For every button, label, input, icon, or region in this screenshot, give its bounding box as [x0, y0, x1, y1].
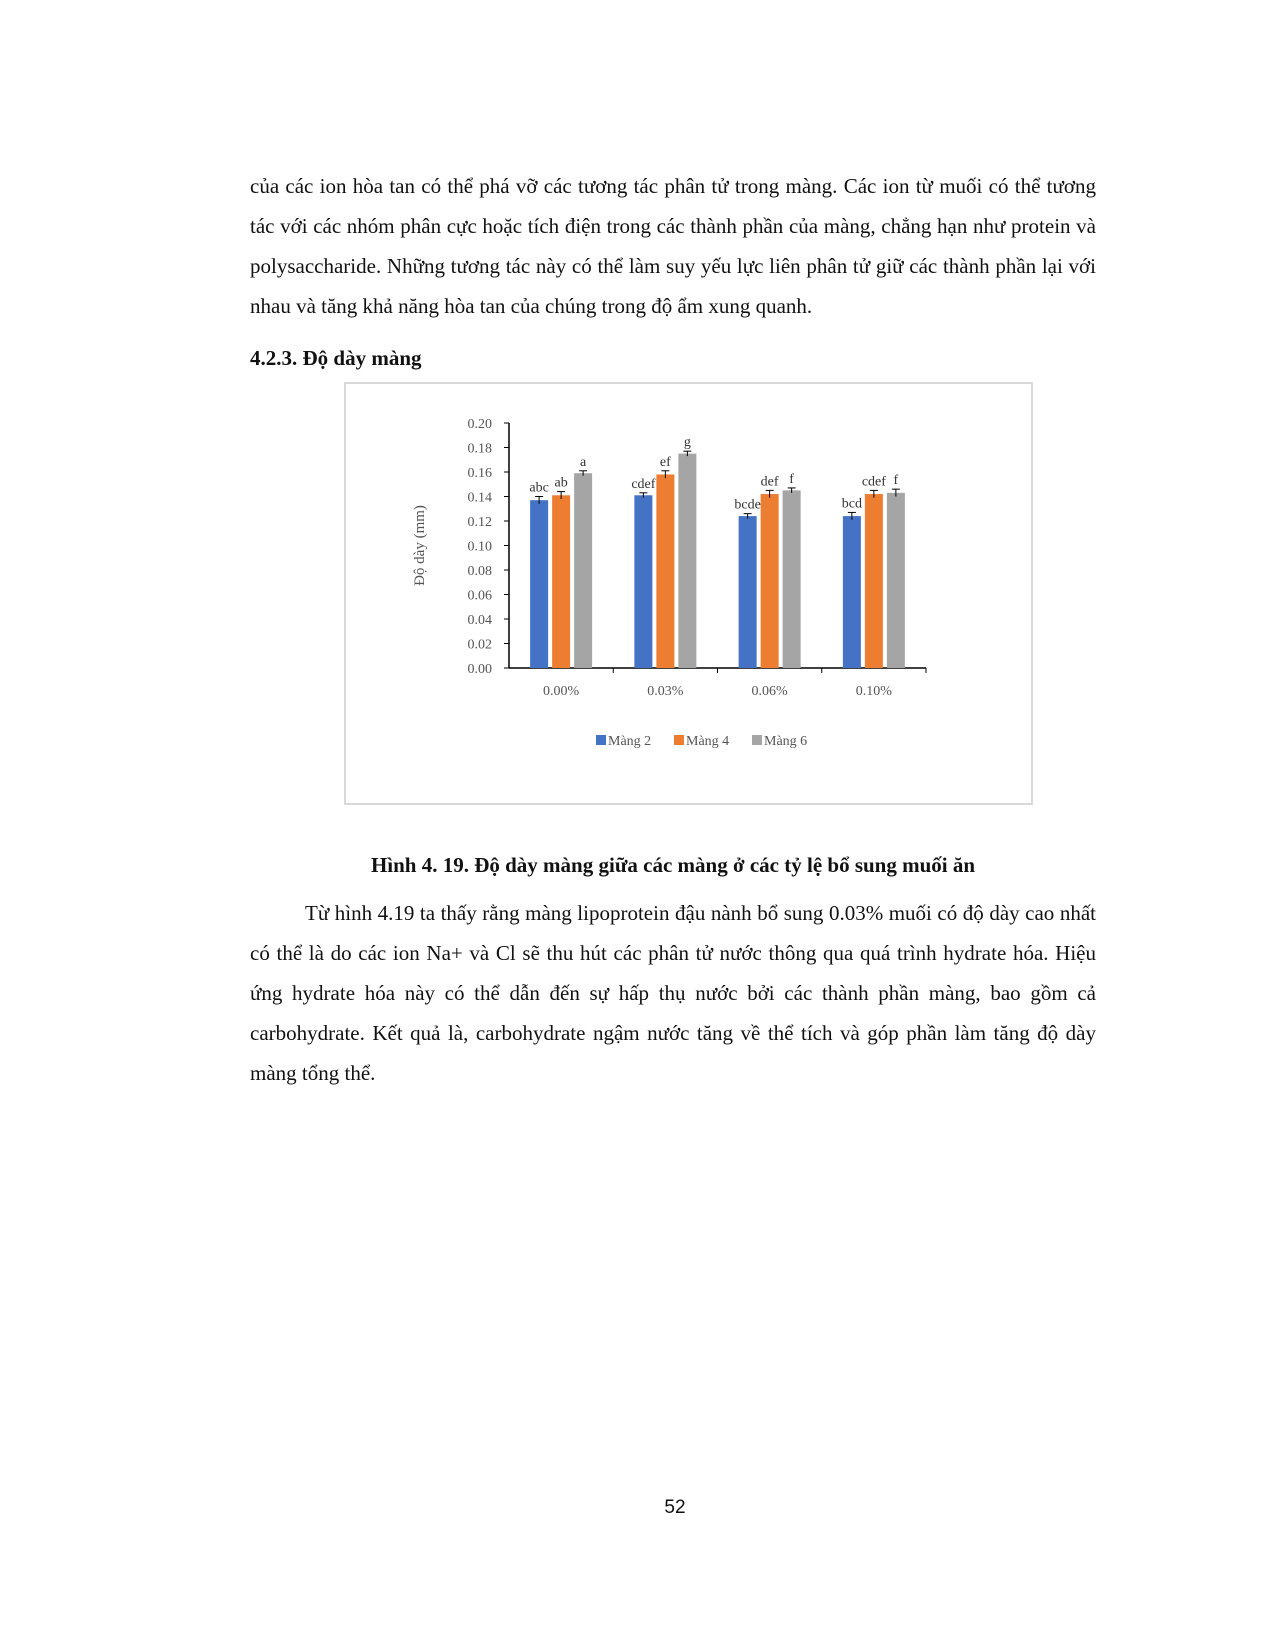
bar	[865, 494, 883, 668]
chart-frame	[344, 382, 1033, 805]
paragraph-2: Từ hình 4.19 ta thấy rằng màng lipoprotein đậu nành bổ sung 0.03% muối có độ dày cao nhất có thể là do các ion Na+ và Cl sẽ thu hút các phân tử nước thông qua quá trình hydrate hóa. Hiệu ứng hydrate hóa này có thể dẫn đến sự hấp thụ nước bởi các thành phần màng, bao gồm cả carbohydrate. Kết quả là, carbohydrate ngậm nước tăng về thể tích và góp phần làm tăng độ dày màng tổng thể.	[250, 901, 1096, 1085]
legend-label: Màng 6	[764, 734, 808, 749]
data-label: bcd	[841, 496, 862, 512]
data-label: f	[789, 471, 794, 487]
section-heading: 4.2.3. Độ dày màng	[250, 346, 422, 370]
data-label: g	[683, 435, 691, 451]
y-axis-title: Độ dày (mm)	[412, 505, 428, 586]
data-label: cdef	[631, 476, 656, 492]
data-label: cdef	[861, 474, 886, 490]
bar	[761, 494, 779, 668]
y-tick-label: 0.10	[467, 539, 492, 555]
bar	[843, 516, 861, 668]
y-tick-label: 0.20	[467, 417, 492, 432]
x-tick-label: 0.06%	[751, 684, 788, 699]
bar	[634, 495, 652, 668]
x-tick-label: 0.10%	[855, 684, 892, 699]
data-label: bcde	[734, 497, 761, 513]
data-label: ef	[659, 454, 671, 470]
legend-swatch	[752, 735, 762, 745]
y-tick-label: 0.04	[467, 613, 492, 628]
bar	[574, 473, 592, 668]
figure-caption: Hình 4. 19. Độ dày màng giữa các màng ở các tỷ lệ bổ sung muối ăn	[370, 853, 976, 877]
data-label: f	[893, 473, 899, 489]
bar	[530, 500, 548, 668]
bar	[552, 495, 570, 668]
page-number: 52	[664, 1497, 686, 1518]
x-tick-label: 0.03%	[647, 684, 684, 699]
legend-swatch	[596, 735, 606, 745]
bar-chart	[346, 384, 1035, 807]
data-label: ab	[554, 475, 568, 491]
y-tick-label: 0.00	[467, 662, 492, 677]
data-label: a	[580, 454, 587, 470]
legend-swatch	[674, 735, 684, 745]
paragraph-1: của các ion hòa tan có thể phá vỡ các tương tác phân tử trong màng. Các ion từ muối có thể tương tác với các nhóm phân cực hoặc tích điện trong các thành phần của màng, chẳng hạn như protein và polysaccharide. Những tương tác này có thể làm suy yếu lực liên phân tử giữ các thành phần lại với nhau và tăng khả năng hòa tan của chúng trong độ ẩm xung quanh.	[250, 174, 1096, 318]
y-tick-label: 0.14	[467, 490, 492, 506]
legend-label: Màng 2	[608, 734, 652, 749]
bar	[887, 493, 905, 668]
y-tick-label: 0.18	[467, 441, 492, 457]
legend-label: Màng 4	[686, 734, 730, 749]
bar	[656, 474, 674, 668]
bar	[783, 490, 801, 668]
y-tick-label: 0.02	[467, 637, 492, 653]
bar	[739, 516, 757, 668]
data-label: def	[760, 474, 779, 490]
y-tick-label: 0.06	[467, 588, 492, 604]
y-tick-label: 0.08	[467, 564, 492, 579]
x-tick-label: 0.00%	[543, 684, 580, 699]
y-tick-label: 0.12	[467, 515, 492, 530]
bar	[678, 454, 696, 668]
data-label: abc	[529, 480, 549, 496]
y-tick-label: 0.16	[467, 466, 492, 481]
